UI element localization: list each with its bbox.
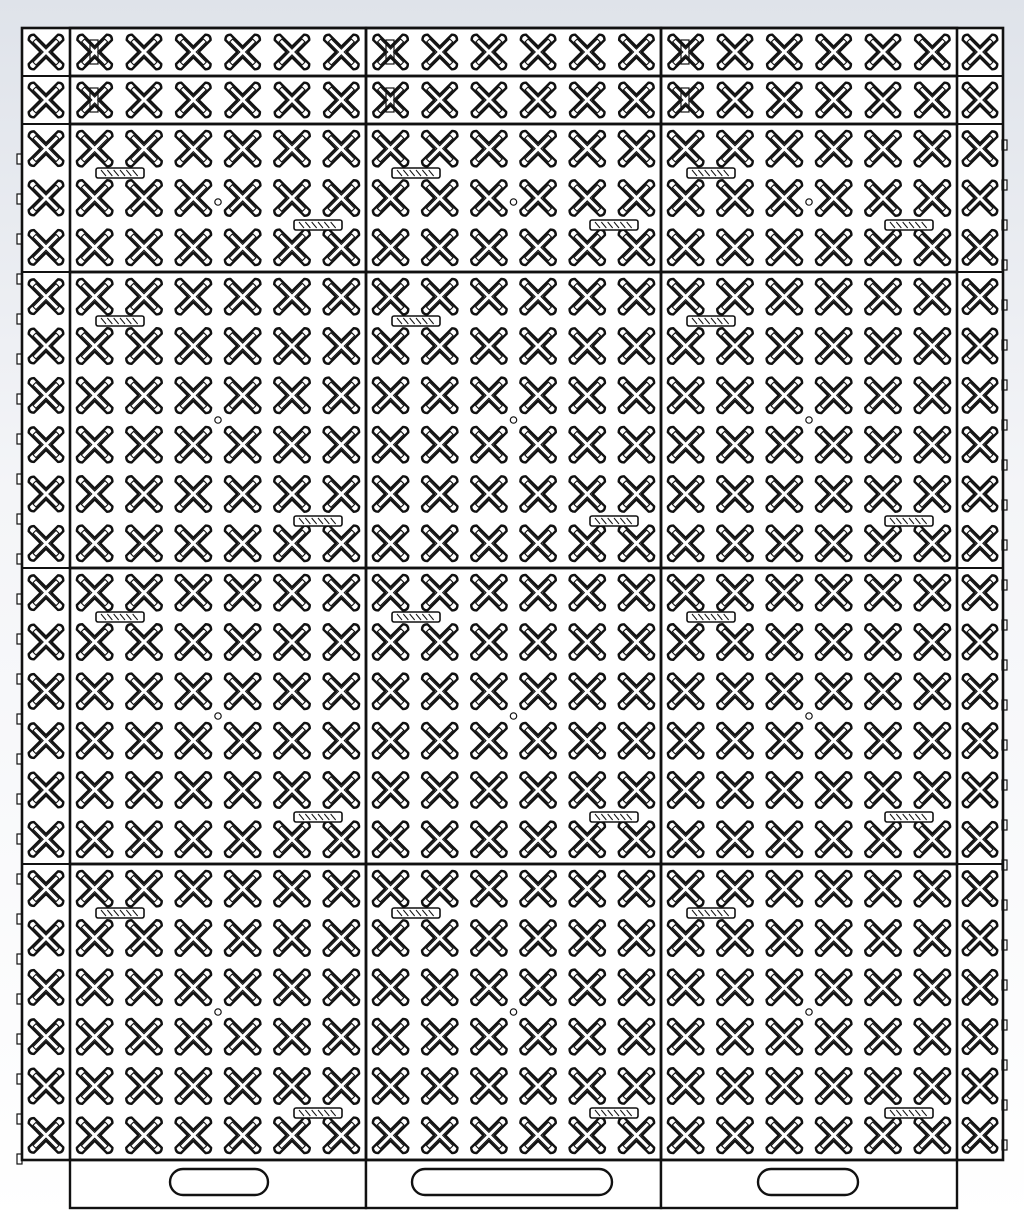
center-hole: [806, 713, 812, 719]
center-hole: [510, 199, 516, 205]
center-hole: [806, 417, 812, 423]
label-plate: [392, 612, 440, 622]
label-plate: [885, 812, 933, 822]
handle-row: [70, 1160, 957, 1208]
left-handle: [170, 1169, 268, 1195]
label-plate: [294, 220, 342, 230]
label-plate: [96, 908, 144, 918]
center-hole: [510, 417, 516, 423]
right-handle: [758, 1169, 858, 1195]
label-plate: [885, 516, 933, 526]
label-plate: [96, 168, 144, 178]
label-plate: [392, 908, 440, 918]
label-plate: [590, 220, 638, 230]
label-plate: [687, 908, 735, 918]
center-hole: [510, 1009, 516, 1015]
center-hole: [215, 199, 221, 205]
label-plate: [294, 1108, 342, 1118]
label-plate: [294, 812, 342, 822]
label-plate: [392, 316, 440, 326]
label-plate: [294, 516, 342, 526]
label-plate: [885, 220, 933, 230]
label-plate: [885, 1108, 933, 1118]
label-plate: [96, 316, 144, 326]
center-hole: [806, 1009, 812, 1015]
label-plate: [590, 1108, 638, 1118]
drawing-sheet: [22, 28, 1003, 1160]
center-hole: [215, 713, 221, 719]
label-plate: [96, 612, 144, 622]
label-plate: [392, 168, 440, 178]
label-plate: [687, 612, 735, 622]
center-hole: [215, 1009, 221, 1015]
label-plate: [590, 516, 638, 526]
label-plate: [590, 812, 638, 822]
center-hole: [215, 417, 221, 423]
center-handle: [412, 1169, 612, 1195]
center-hole: [510, 713, 516, 719]
label-plate: [687, 316, 735, 326]
center-hole: [806, 199, 812, 205]
label-plate: [687, 168, 735, 178]
